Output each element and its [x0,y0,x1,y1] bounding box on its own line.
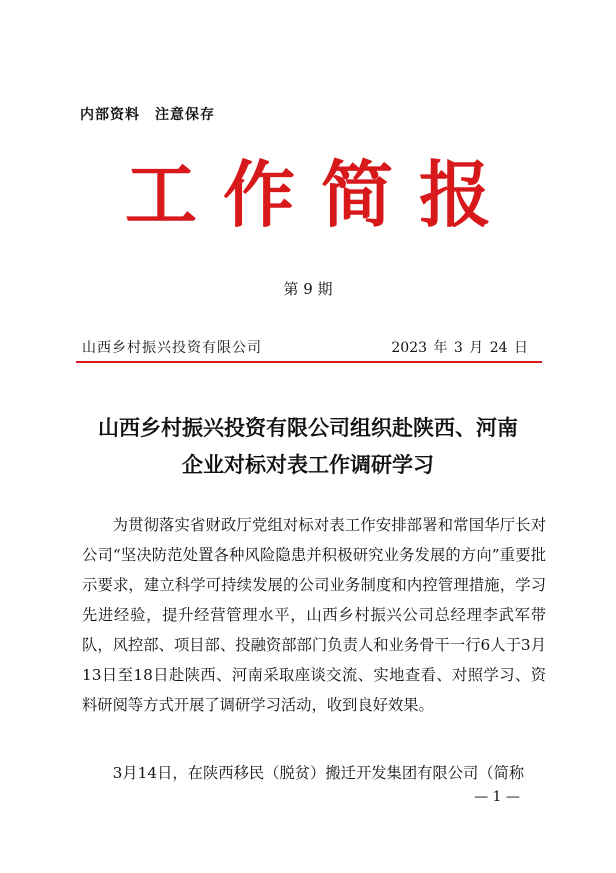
issue-number: 第 9 期 [283,280,333,298]
issuing-organization: 山西乡村振兴投资有限公司 [82,340,262,356]
page-number: — 1 — [474,789,520,805]
confidential-notice: 内部资料 注意保存 [80,107,215,123]
article-headline-line2: 企业对标对表工作调研学习 [182,452,434,477]
red-divider [76,361,542,363]
body-paragraph: 3月14日，在陕西移民（脱贫）搬迁开发集团有限公司（简称 [112,764,525,782]
issue-date: 2023 年 3 月 24 日 [391,340,528,356]
article-headline-line1: 山西乡村振兴投资有限公司组织赴陕西、河南 [98,415,518,440]
brief-title: 工作简报 [124,152,517,237]
body-paragraph: 为贯彻落实省财政厅党组对标对表工作安排部署和常国华厅长对公司“坚决防范处置各种风险隐患并积极研究业务发展的方向”重要批示要求，建立科学可持续发展的公司业务制度和内控管理措施，学习先进经验，提升经营管理水平，山西乡村振兴公司总经理李武军带队，风控部、项目部、投融资部部门负责人和业务骨干一行6人于3月13日至18日赴陕西、河南采取座谈交流、实地查看、对照学习、资料研阅等方式开展了调研学习活动，收到良好效果。 [82,516,546,714]
page-number-row [0,789,616,805]
